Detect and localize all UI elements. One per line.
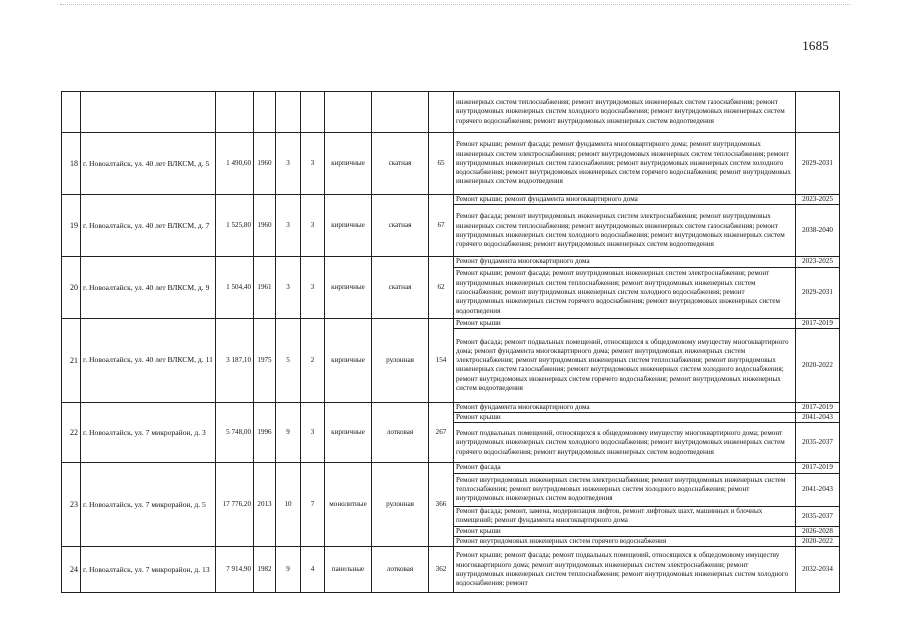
- roof-cell: скатная: [372, 257, 429, 318]
- walls-cell: кирпичные: [325, 257, 372, 318]
- works-cell: Ремонт внутридомовых инженерных систем горячего водоснабжения: [454, 537, 796, 547]
- apartments-cell: 362: [429, 547, 454, 593]
- year-cell: 1982: [254, 547, 276, 593]
- entrances-cell: 3: [301, 195, 325, 257]
- entrances-cell: 3: [301, 402, 325, 463]
- walls-cell: кирпичные: [325, 318, 372, 402]
- table-row: [62, 463, 840, 473]
- entrances-cell: 3: [301, 257, 325, 318]
- address-cell: [81, 92, 216, 133]
- walls-cell: [325, 92, 372, 133]
- period-cell: 2017-2019: [796, 402, 840, 412]
- year-cell: 1960: [254, 195, 276, 257]
- area-cell: [216, 92, 254, 133]
- floors-cell: 5: [276, 318, 301, 402]
- year-cell: 1975: [254, 318, 276, 402]
- area-cell: 1 490,60: [216, 133, 254, 195]
- area-cell: 7 914,90: [216, 547, 254, 593]
- walls-cell: кирпичные: [325, 402, 372, 463]
- address-cell: г. Новоалтайск, ул. 40 лет ВЛКСМ, д. 5: [81, 133, 216, 195]
- address-cell: г. Новоалтайск, ул. 7 микрорайон, д. 5: [81, 463, 216, 547]
- floors-cell: [276, 92, 301, 133]
- period-cell: 2041-2043: [796, 473, 840, 506]
- walls-cell: монолитные: [325, 463, 372, 547]
- works-cell: Ремонт крыши; ремонт фасада; ремонт фундамента многоквартирного дома; ремонт внутридомовых инженерных систем электроснабжения; ремонт внутридомовых инженерных систем теплоснабжения; ремонт внутридомовых инженерных систем газоснабжения; ремонт внутридомовых инженерных систем холодного водоснабжения; ремонт внутридомовых инженерных систем горячего водоснабжения; ремонт внутридомовых инженерных систем водоотведения: [454, 133, 796, 195]
- apartments-cell: 366: [429, 463, 454, 547]
- period-cell: 2023-2025: [796, 257, 840, 267]
- address-cell: г. Новоалтайск, ул. 7 микрорайон, д. 13: [81, 547, 216, 593]
- entrances-cell: 7: [301, 463, 325, 547]
- table-row: [62, 92, 840, 133]
- area-cell: 1 525,80: [216, 195, 254, 257]
- walls-cell: панельные: [325, 547, 372, 593]
- works-cell: Ремонт крыши; ремонт фасада; ремонт подвальных помещений, относящихся к общедомовому имуществу многоквартирного дома; ремонт внутридомовых инженерных систем электроснабжения; ремонт внутридомовых инженерных систем теплоснабжения; ремонт внутридомовых инженерных систем холодного водоснабжения; ремонт: [454, 547, 796, 593]
- works-cell: Ремонт фасада; ремонт, замена, модернизация лифтов, ремонт лифтовых шахт, машинных и блочных помещений; ремонт фундамента многоквартирного дома: [454, 506, 796, 526]
- works-cell: Ремонт крыши; ремонт фундамента многоквартирного дома: [454, 195, 796, 205]
- works-cell: Ремонт крыши: [454, 413, 796, 423]
- area-cell: 17 776,20: [216, 463, 254, 547]
- year-cell: 1960: [254, 133, 276, 195]
- area-cell: 5 748,00: [216, 402, 254, 463]
- apartments-cell: 65: [429, 133, 454, 195]
- floors-cell: 10: [276, 463, 301, 547]
- area-cell: 1 504,40: [216, 257, 254, 318]
- row-number: 20: [62, 257, 81, 318]
- row-number: 21: [62, 318, 81, 402]
- housing-repair-table: [61, 91, 840, 593]
- floors-cell: 3: [276, 257, 301, 318]
- row-number: [62, 92, 81, 133]
- apartments-cell: [429, 92, 454, 133]
- row-number: 19: [62, 195, 81, 257]
- apartments-cell: 62: [429, 257, 454, 318]
- apartments-cell: 67: [429, 195, 454, 257]
- walls-cell: кирпичные: [325, 195, 372, 257]
- period-cell: 2038-2040: [796, 205, 840, 257]
- roof-cell: лотковая: [372, 547, 429, 593]
- page-top-edge: [60, 4, 850, 5]
- apartments-cell: 267: [429, 402, 454, 463]
- roof-cell: скатная: [372, 195, 429, 257]
- area-cell: 3 187,10: [216, 318, 254, 402]
- floors-cell: 3: [276, 133, 301, 195]
- roof-cell: рулонная: [372, 463, 429, 547]
- roof-cell: скатная: [372, 133, 429, 195]
- year-cell: [254, 92, 276, 133]
- table-row: [62, 133, 840, 195]
- works-cell: Ремонт подвальных помещений, относящихся к общедомовому имуществу многоквартирного дома; ремонт внутридомовых инженерных систем холодного водоснабжения; ремонт внутридомовых инженерных систем горячего водоснабжения; ремонт внутридомовых инженерных систем водоотведения: [454, 423, 796, 463]
- period-cell: 2035-2037: [796, 506, 840, 526]
- row-number: 23: [62, 463, 81, 547]
- year-cell: 1961: [254, 257, 276, 318]
- floors-cell: 9: [276, 402, 301, 463]
- row-number: 22: [62, 402, 81, 463]
- address-cell: г. Новоалтайск, ул. 40 лет ВЛКСМ, д. 7: [81, 195, 216, 257]
- works-cell: Ремонт фундамента многоквартирного дома: [454, 257, 796, 267]
- works-cell: Ремонт крыши: [454, 526, 796, 536]
- works-cell: инженерных систем теплоснабжения; ремонт внутридомовых инженерных систем газоснабжения; ремонт внутридомовых инженерных систем холодного водоснабжения; ремонт внутридомовых инженерных систем горячего водоснабжения; ремонт внутридомовых инженерных систем водоотведения: [454, 92, 796, 133]
- works-cell: Ремонт фундамента многоквартирного дома: [454, 402, 796, 412]
- period-cell: 2041-2043: [796, 413, 840, 423]
- entrances-cell: 4: [301, 547, 325, 593]
- works-cell: Ремонт фасада; ремонт подвальных помещений, относящихся к общедомовому имуществу многоквартирного дома; ремонт фундамента многоквартирного дома; ремонт внутридомовых инженерных систем электроснабжения; ремонт внутридомовых инженерных систем теплоснабжения; ремонт внутридомовых инженерных систем газоснабжения; ремонт внутридомовых инженерных систем холодного водоснабжения; ремонт внутридомовых инженерных систем горячего водоснабжения; ремонт внутридомовых инженерных систем водоотведения: [454, 328, 796, 402]
- floors-cell: 3: [276, 195, 301, 257]
- row-number: 18: [62, 133, 81, 195]
- entrances-cell: 3: [301, 133, 325, 195]
- works-cell: Ремонт внутридомовых инженерных систем электроснабжения; ремонт внутридомовых инженерных систем теплоснабжения; ремонт внутридомовых инженерных систем холодного водоснабжения; ремонт внутридомовых инженерных систем водоотведения: [454, 473, 796, 506]
- period-cell: 2029-2031: [796, 133, 840, 195]
- row-number: 24: [62, 547, 81, 593]
- page-number: 1685: [802, 38, 829, 53]
- period-cell: [796, 92, 840, 133]
- period-cell: 2017-2019: [796, 463, 840, 473]
- floors-cell: 9: [276, 547, 301, 593]
- roof-cell: рулонная: [372, 318, 429, 402]
- works-cell: Ремонт крыши: [454, 318, 796, 328]
- table-row: [62, 318, 840, 328]
- period-cell: 2026-2028: [796, 526, 840, 536]
- works-cell: Ремонт фасада: [454, 463, 796, 473]
- address-cell: г. Новоалтайск, ул. 40 лет ВЛКСМ, д. 11: [81, 318, 216, 402]
- address-cell: г. Новоалтайск, ул. 7 микрорайон, д. 3: [81, 402, 216, 463]
- period-cell: 2032-2034: [796, 547, 840, 593]
- year-cell: 2013: [254, 463, 276, 547]
- period-cell: 2035-2037: [796, 423, 840, 463]
- apartments-cell: 154: [429, 318, 454, 402]
- table-row: [62, 195, 840, 205]
- roof-cell: лотковая: [372, 402, 429, 463]
- period-cell: 2017-2019: [796, 318, 840, 328]
- period-cell: 2020-2022: [796, 328, 840, 402]
- works-cell: Ремонт крыши; ремонт фасада; ремонт внутридомовых инженерных систем электроснабжения; ремонт внутридомовых инженерных систем теплоснабжения; ремонт внутридомовых инженерных систем газоснабжения; ремонт внутридомовых инженерных систем холодного водоснабжения; ремонт внутридомовых инженерных систем горячего водоснабжения; ремонт внутридомовых инженерных систем водоотведения: [454, 267, 796, 318]
- period-cell: 2023-2025: [796, 195, 840, 205]
- period-cell: 2029-2031: [796, 267, 840, 318]
- table-row: [62, 257, 840, 267]
- works-cell: Ремонт фасада; ремонт внутридомовых инженерных систем электроснабжения; ремонт внутридомовых инженерных систем теплоснабжения; ремонт внутридомовых инженерных систем газоснабжения; ремонт внутридомовых инженерных систем холодного водоснабжения; ремонт внутридомовых инженерных систем горячего водоснабжения; ремонт внутридомовых инженерных систем водоотведения: [454, 205, 796, 257]
- table-row: [62, 547, 840, 593]
- period-cell: 2020-2022: [796, 537, 840, 547]
- table-row: [62, 402, 840, 412]
- roof-cell: [372, 92, 429, 133]
- walls-cell: кирпичные: [325, 133, 372, 195]
- entrances-cell: [301, 92, 325, 133]
- address-cell: г. Новоалтайск, ул. 40 лет ВЛКСМ, д. 9: [81, 257, 216, 318]
- year-cell: 1996: [254, 402, 276, 463]
- entrances-cell: 2: [301, 318, 325, 402]
